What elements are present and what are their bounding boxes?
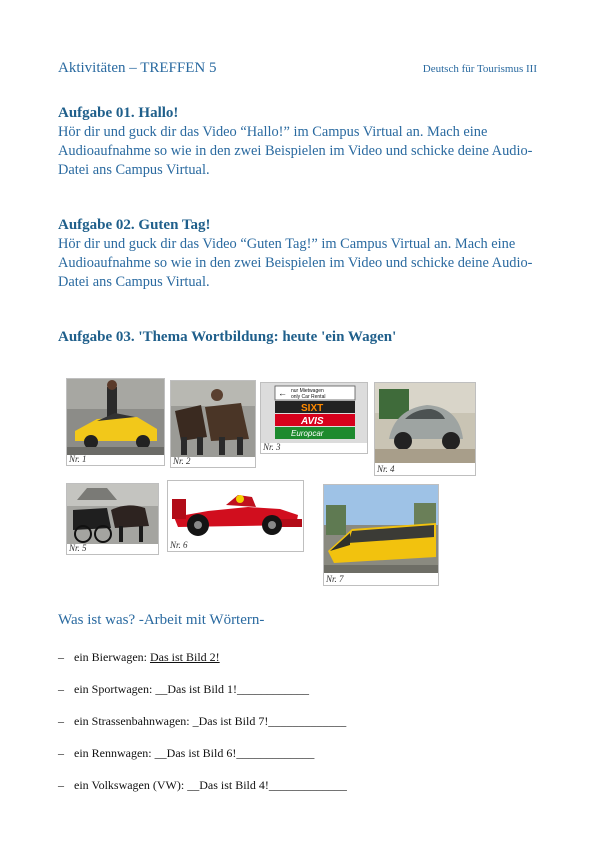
task-02 xyxy=(58,216,548,292)
bullet-dash: – xyxy=(58,650,64,664)
task-02-title: Aufgabe 02. Guten Tag! xyxy=(58,217,211,233)
bullet-dash: – xyxy=(58,746,64,760)
item-label: ein Rennwagen: xyxy=(74,746,155,760)
image-caption: Nr. 1 xyxy=(69,454,87,464)
exercise-title: Was ist was? -Arbeit mit Wörtern- xyxy=(58,612,265,628)
item-label: ein Strassenbahnwagen: xyxy=(74,714,193,728)
task-01 xyxy=(58,104,548,180)
image-race-car xyxy=(167,480,304,552)
sign-line: SIXT xyxy=(301,403,324,414)
list-item xyxy=(58,682,347,714)
list-item xyxy=(58,714,347,746)
sign-line: Europcar xyxy=(291,429,324,438)
item-label: ein Sportwagen: xyxy=(74,682,156,696)
image-car-rental-signs xyxy=(260,382,368,454)
task-01-title: Aufgabe 01. Hallo! xyxy=(58,105,179,121)
header-course: Deutsch für Tourismus III xyxy=(422,63,537,75)
item-label: ein Bierwagen: xyxy=(74,650,150,664)
image-vw-beetle xyxy=(374,382,476,476)
bullet-dash: – xyxy=(58,714,64,728)
item-answer: __Das ist Bild 6!_____________ xyxy=(154,746,315,760)
item-answer: __Das ist Bild 4!_____________ xyxy=(187,778,347,792)
task-01-text: Hör dir und guck dir das Video “Hallo!” im Campus Virtual an. Mach eine Audioaufnahme so wie in den zwei Beispielen im Video und schicke deine Audio-Datei ans Campus Virtual. xyxy=(58,124,533,178)
task-03-title: Aufgabe 03. 'Thema Wortbildung: heute 'ein Wagen' xyxy=(58,329,397,345)
image-caption: Nr. 7 xyxy=(326,574,344,584)
image-caption: Nr. 3 xyxy=(263,442,281,452)
bullet-dash: – xyxy=(58,778,64,792)
image-caption: Nr. 4 xyxy=(377,464,395,474)
exercise-list xyxy=(58,650,347,810)
image-caption: Nr. 2 xyxy=(173,456,191,466)
item-answer: Das ist Bild 2! xyxy=(149,650,220,664)
image-horse-carriage xyxy=(66,483,159,555)
sign-line: nur Mietwagen xyxy=(291,388,324,394)
list-item xyxy=(58,778,347,810)
header-title: Aktivitäten – TREFFEN 5 xyxy=(58,60,217,76)
task-02-text: Hör dir und guck dir das Video “Guten Tag!” im Campus Virtual an. Mach eine Audioaufnahme so wie in den zwei Beispielen im Video und schicke deine Audio-Datei ans Campus Virtual. xyxy=(58,236,533,290)
image-caption: Nr. 5 xyxy=(69,543,87,553)
sign-line: only Car Rental xyxy=(291,394,326,400)
svg-text:←: ← xyxy=(278,388,287,398)
item-answer: __Das ist Bild 1!____________ xyxy=(155,682,309,696)
sign-line: AVIS xyxy=(301,416,324,427)
list-item xyxy=(58,746,347,778)
item-answer: _Das ist Bild 7!_____________ xyxy=(192,714,347,728)
image-sports-car xyxy=(66,378,165,466)
image-tram xyxy=(323,484,439,586)
bullet-dash: – xyxy=(58,682,64,696)
list-item xyxy=(58,650,347,682)
image-caption: Nr. 6 xyxy=(170,540,188,550)
image-beer-wagon xyxy=(170,380,256,468)
item-label: ein Volkswagen (VW): xyxy=(74,778,188,792)
